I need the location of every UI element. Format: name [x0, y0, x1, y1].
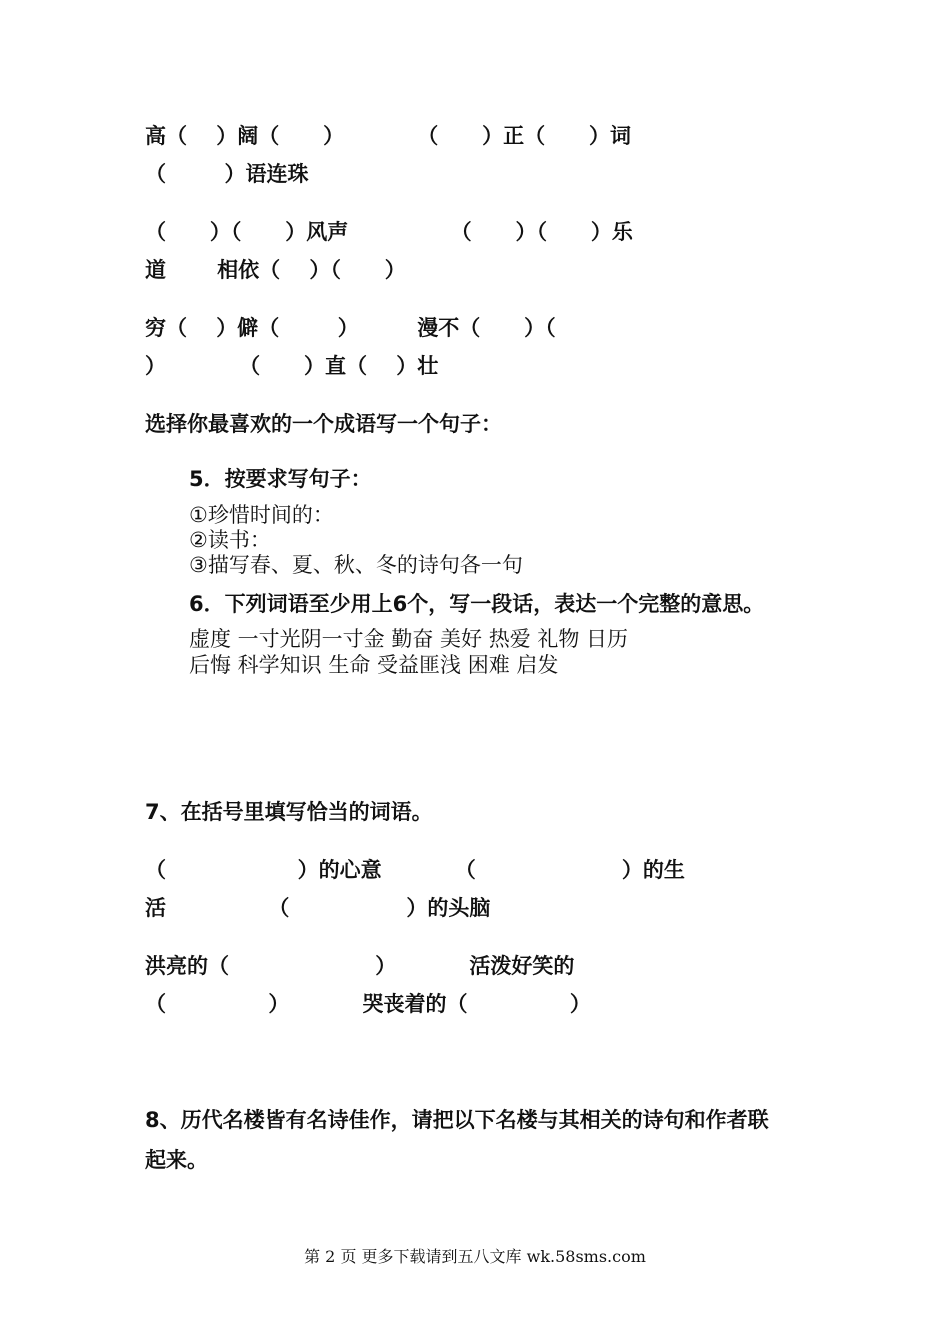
text-line: （ ） 哭丧着的（ ）	[145, 992, 591, 1016]
text-line: ） （ ）直（ ）壮	[145, 354, 439, 378]
text-line: 洪亮的（ ） 活泼好笑的	[145, 954, 575, 978]
text-line: ①珍惜时间的：	[189, 503, 334, 527]
text-line: （ ）（ ）风声 （ ）（ ）乐	[145, 220, 633, 244]
text-line: 活 （ ）的头脑	[145, 896, 491, 920]
text-line: 选择你最喜欢的一个成语写一个句子：	[145, 412, 502, 436]
text-line: （ ）语连珠	[145, 162, 309, 186]
text-line: 穷（ ）僻（ ） 漫不（ ）（	[145, 316, 556, 340]
text-line: ②读书：	[189, 528, 271, 552]
section-heading: 7、在括号里填写恰当的词语。	[145, 800, 433, 824]
section-heading: 8、历代名楼皆有名诗佳作，请把以下名楼与其相关的诗句和作者联	[145, 1108, 769, 1132]
text-line: ③描写春、夏、秋、冬的诗句各一句	[189, 553, 523, 577]
section-heading: 6．下列词语至少用上6个，写一段话，表达一个完整的意思。	[189, 592, 765, 616]
text-line: 高（ ）阔（ ） （ ）正（ ）词	[145, 124, 631, 148]
text-line: 道 相依（ ）（ ）	[145, 258, 406, 282]
section-heading: 5．按要求写句子：	[189, 467, 372, 491]
word-list: 虚度 一寸光阴一寸金 勤奋 美好 热爱 礼物 日历	[189, 627, 629, 651]
text-line: （ ）的心意 （ ）的生	[145, 858, 685, 882]
text-line: 起来。	[145, 1148, 208, 1172]
word-list: 后悔 科学知识 生命 受益匪浅 困难 启发	[189, 653, 559, 677]
page-footer: 第 2 页 更多下载请到五八文库 wk.58sms.com	[304, 1247, 646, 1266]
